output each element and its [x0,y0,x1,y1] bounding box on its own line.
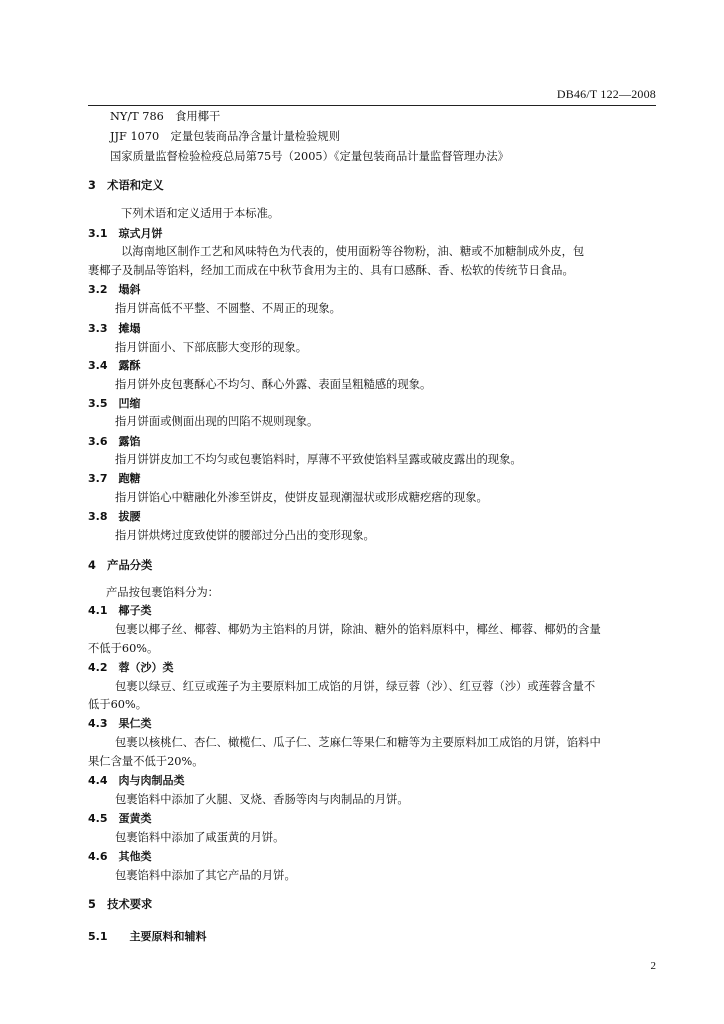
paragraph: 产品按包裹馅料分为： [106,586,219,599]
term-heading: 3.2 塌斜 [88,283,141,296]
header-rule [88,105,656,106]
class-heading: 4.3 果仁类 [88,717,152,730]
paragraph-line: 包裹以绿豆、红豆或莲子为主要原料加工成馅的月饼，绿豆蓉（沙）、红豆蓉（沙）或莲蓉含量不 [115,680,596,693]
class-heading: 4.4 肉与肉制品类 [88,774,185,787]
term-definition: 指月饼面小、下部底膨大变形的现象。 [115,341,308,354]
class-heading: 4.1 椰子类 [88,604,152,617]
term-heading: 3.5 凹缩 [88,397,141,410]
page-number: 2 [650,960,656,972]
class-heading: 4.5 蛋黄类 [88,812,152,825]
class-definition: 包裹馅料中添加了火腿、叉烧、香肠等肉与肉制品的月饼。 [115,793,409,806]
term-definition: 指月饼高低不平整、不圆整、不周正的现象。 [115,302,341,315]
reference-item: NY/T 786 食用椰干 [110,110,221,123]
class-heading: 4.6 其他类 [88,850,152,863]
paragraph-line: 果仁含量不低于20%。 [88,755,204,768]
section-heading: 5 技术要求 [88,898,153,911]
section-heading: 4 产品分类 [88,559,153,572]
paragraph-line: 包裹以核桃仁、杏仁、橄榄仁、瓜子仁、芝麻仁等果仁和糖等为主要原料加工成馅的月饼，馅料中 [115,736,601,749]
section-heading: 3 术语和定义 [88,179,164,192]
term-heading: 3.6 露馅 [88,435,141,448]
subsection-heading: 5.1 主要原料和辅料 [88,930,207,943]
paragraph-line: 以海南地区制作工艺和风味特色为代表的，使用面粉等谷物粉，油、糖或不加糖制成外皮，包 [121,245,585,258]
term-heading: 3.4 露酥 [88,359,141,372]
term-definition: 指月饼烘烤过度致使饼的腰部过分凸出的变形现象。 [115,529,375,542]
paragraph-line: 包裹以椰子丝、椰蓉、椰奶为主馅料的月饼，除油、糖外的馅料原料中，椰丝、椰蓉、椰奶的含量 [115,623,601,636]
term-heading: 3.7 跑糖 [88,472,141,485]
term-definition: 指月饼面或侧面出现的凹陷不规则现象。 [115,415,319,428]
paragraph-line: 不低于60%。 [88,642,159,655]
class-definition: 包裹馅料中添加了咸蛋黄的月饼。 [115,831,285,844]
paragraph-line: 裹椰子及制品等馅料，经加工而成在中秋节食用为主的、具有口感酥、香、松软的传统节日食品。 [88,264,574,277]
term-definition: 指月饼外皮包裹酥心不均匀、酥心外露、表面呈粗糙感的现象。 [115,378,432,391]
paragraph-line: 低于60%。 [88,698,148,711]
standard-code-header: DB46/T 122—2008 [556,87,656,101]
reference-item: JJF 1070 定量包装商品净含量计量检验规则 [110,130,340,143]
paragraph: 下列术语和定义适用于本标准。 [121,207,280,220]
term-definition: 指月饼馅心中糖融化外渗至饼皮，使饼皮显现潮湿状或形成糖疙瘩的现象。 [115,491,488,504]
term-heading: 3.3 摊塌 [88,322,141,335]
reference-item: 国家质量监督检验检疫总局第75号（2005）《定量包装商品计量监督管理办法》 [110,150,509,163]
class-heading: 4.2 蓉（沙）类 [88,661,174,674]
class-definition: 包裹馅料中添加了其它产品的月饼。 [115,869,296,882]
term-heading: 3.8 拔腰 [88,510,141,523]
term-definition: 指月饼饼皮加工不均匀或包裹馅料时，厚薄不平致使馅料呈露或破皮露出的现象。 [115,453,522,466]
term-heading: 3.1 琼式月饼 [88,227,163,240]
